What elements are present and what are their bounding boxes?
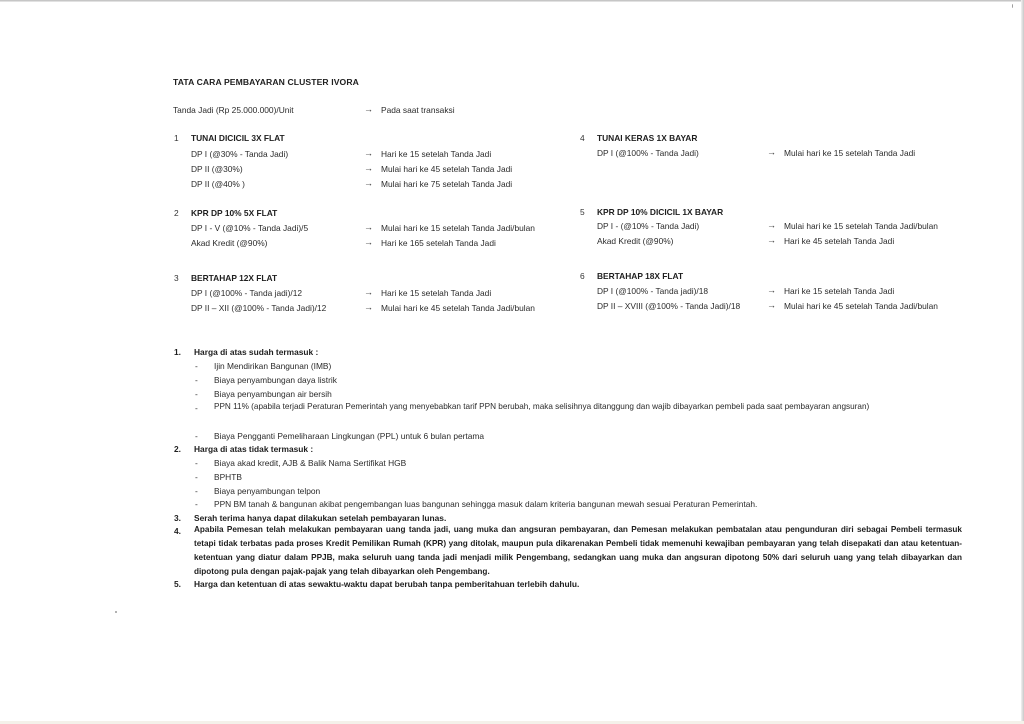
scheme-row-timing: Hari ke 15 setelah Tanda Jadi bbox=[381, 149, 492, 159]
bullet-marker: - bbox=[195, 472, 198, 482]
scheme-row-timing: Mulai hari ke 15 setelah Tanda Jadi/bulan bbox=[381, 223, 535, 233]
note-heading: Serah terima hanya dapat dilakukan setelah pembayaran lunas. bbox=[194, 513, 447, 523]
scheme-name: KPR DP 10% 5X FLAT bbox=[191, 208, 278, 218]
scheme-row-timing: Mulai hari ke 75 setelah Tanda Jadi bbox=[381, 179, 513, 189]
arrow-icon: → bbox=[767, 235, 776, 245]
scheme-row-item: DP I (@100% - Tanda Jadi) bbox=[597, 148, 699, 158]
scheme-row-timing: Hari ke 165 setelah Tanda Jadi bbox=[381, 238, 496, 248]
scheme-row-item: DP II – XII (@100% - Tanda Jadi)/12 bbox=[191, 303, 327, 313]
arrow-icon: → bbox=[767, 300, 776, 310]
arrow-icon: → bbox=[767, 147, 776, 157]
bullet-marker: - bbox=[195, 361, 198, 371]
note-bullet: Biaya akad kredit, AJB & Balik Nama Sertifikat HGB bbox=[214, 458, 407, 468]
booking-fee-timing: Pada saat transaksi bbox=[381, 105, 455, 115]
scheme-row-item: Akad Kredit (@90%) bbox=[597, 236, 674, 246]
note-heading: Harga di atas sudah termasuk : bbox=[194, 347, 319, 357]
scheme-row-item: Akad Kredit (@90%) bbox=[191, 238, 268, 248]
note-number: 1. bbox=[174, 347, 181, 357]
arrow-icon: → bbox=[364, 163, 373, 173]
scheme-number: 4 bbox=[580, 133, 585, 143]
scheme-row-timing: Mulai hari ke 15 setelah Tanda Jadi/bulan bbox=[784, 221, 938, 231]
arrow-icon: → bbox=[364, 222, 373, 232]
scheme-name: BERTAHAP 12X FLAT bbox=[191, 273, 278, 283]
bullet-marker: - bbox=[195, 499, 198, 509]
scheme-row-item: DP I - V (@10% - Tanda Jadi)/5 bbox=[191, 223, 309, 233]
scheme-name: TUNAI DICICIL 3X FLAT bbox=[191, 133, 285, 143]
scheme-row-timing: Hari ke 45 setelah Tanda Jadi bbox=[784, 236, 895, 246]
scan-edge-top bbox=[0, 0, 1024, 2]
scheme-row-item: DP II (@40% ) bbox=[191, 179, 245, 189]
scheme-row-timing: Mulai hari ke 15 setelah Tanda Jadi bbox=[784, 148, 916, 158]
scheme-name: KPR DP 10% DICICIL 1X BAYAR bbox=[597, 207, 724, 217]
scheme-row-timing: Mulai hari ke 45 setelah Tanda Jadi bbox=[381, 164, 513, 174]
scheme-row-item: DP II – XVIII (@100% - Tanda Jadi)/18 bbox=[597, 301, 741, 311]
arrow-icon: → bbox=[364, 287, 373, 297]
bullet-marker: - bbox=[195, 486, 198, 496]
note-bullet: Biaya Pengganti Pemeliharaan Lingkungan (PPL) untuk 6 bulan pertama bbox=[214, 431, 485, 441]
scheme-number: 3 bbox=[174, 273, 179, 283]
scan-speck bbox=[1012, 4, 1013, 8]
bullet-marker: - bbox=[195, 431, 198, 441]
bullet-marker: - bbox=[195, 375, 198, 385]
bullet-marker: - bbox=[195, 458, 198, 468]
arrow-icon: → bbox=[364, 148, 373, 158]
note-bullet: PPN 11% (apabila terjadi Peraturan Pemerintah yang menyebabkan tarif PPN berubah, maka selisihnya ditanggung dan wajib dibayarkan pembeli pada saat pembayaran angsuran) bbox=[214, 402, 870, 411]
arrow-icon: → bbox=[364, 104, 373, 114]
note-bullet: Biaya penyambungan daya listrik bbox=[214, 375, 337, 385]
scheme-row-item: DP II (@30%) bbox=[191, 164, 243, 174]
note-bullet: PPN BM tanah & bangunan akibat pengembangan luas bangunan sehingga masuk dalam kriteria bangunan mewah sesuai Peraturan Pemerintah. bbox=[214, 499, 758, 509]
scheme-row-timing: Hari ke 15 setelah Tanda Jadi bbox=[784, 286, 895, 296]
note-bullet: Biaya penyambungan air bersih bbox=[214, 389, 332, 399]
arrow-icon: → bbox=[767, 220, 776, 230]
scheme-number: 2 bbox=[174, 208, 179, 218]
note-number: 3. bbox=[174, 513, 181, 523]
document-title: TATA CARA PEMBAYARAN CLUSTER IVORA bbox=[173, 77, 359, 87]
arrow-icon: → bbox=[364, 237, 373, 247]
note-heading: Harga di atas tidak termasuk : bbox=[194, 444, 314, 454]
arrow-icon: → bbox=[364, 302, 373, 312]
scheme-name: TUNAI KERAS 1X BAYAR bbox=[597, 133, 698, 143]
note-number: 5. bbox=[174, 579, 181, 589]
note-bullet: Biaya penyambungan telpon bbox=[214, 486, 321, 496]
bullet-marker: - bbox=[195, 389, 198, 399]
scheme-row-timing: Hari ke 15 setelah Tanda Jadi bbox=[381, 288, 492, 298]
scheme-number: 6 bbox=[580, 271, 585, 281]
scheme-name: BERTAHAP 18X FLAT bbox=[597, 271, 684, 281]
scheme-row-timing: Mulai hari ke 45 setelah Tanda Jadi/bulan bbox=[784, 301, 938, 311]
note-bullet: Ijin Mendirikan Bangunan (IMB) bbox=[214, 361, 332, 371]
arrow-icon: → bbox=[364, 178, 373, 188]
note-number: 4. bbox=[174, 526, 181, 536]
scheme-row-item: DP I (@30% - Tanda Jadi) bbox=[191, 149, 289, 159]
scheme-number: 1 bbox=[174, 133, 179, 143]
scheme-row-timing: Mulai hari ke 45 setelah Tanda Jadi/bulan bbox=[381, 303, 535, 313]
bullet-marker: - bbox=[195, 403, 198, 413]
note-heading: Harga dan ketentuan di atas sewaktu-waktu dapat berubah tanpa pemberitahuan terlebih dahulu. bbox=[194, 579, 580, 589]
scan-speck bbox=[115, 611, 117, 613]
booking-fee-label: Tanda Jadi (Rp 25.000.000)/Unit bbox=[173, 105, 294, 115]
scheme-number: 5 bbox=[580, 207, 585, 217]
note-paragraph: Apabila Pemesan telah melakukan pembayaran uang tanda jadi, uang muka dan angsuran pembayaran, dan Pemesan melakukan pembatalan atau pengunduran diri sebagai Pembeli termasuk tetapi tidak terbatas pada proses Kredit Pemilikan Rumah (KPR) yang ditolak, maupun pula dikarenakan Pembeli tidak memenuhi kewajiban pembayaran yang telah disepakati dan atau ketentuan-ketentuan yang diatur dalam PPJB, maka seluruh uang tanda jadi menjadi milik Pengembang, sedangkan uang muka dan angsuran dipotong 50% dari seluruh uang yang telah dibayarkan dan dipotong pula dengan pajak-pajak yang telah dibayarkan oleh Pengembang. bbox=[194, 525, 962, 576]
arrow-icon: → bbox=[767, 285, 776, 295]
note-bullet: BPHTB bbox=[214, 472, 242, 482]
note-number: 2. bbox=[174, 444, 181, 454]
scheme-row-item: DP I (@100% - Tanda jadi)/18 bbox=[597, 286, 709, 296]
scheme-row-item: DP I - (@10% - Tanda Jadi) bbox=[597, 221, 700, 231]
scheme-row-item: DP I (@100% - Tanda jadi)/12 bbox=[191, 288, 303, 298]
